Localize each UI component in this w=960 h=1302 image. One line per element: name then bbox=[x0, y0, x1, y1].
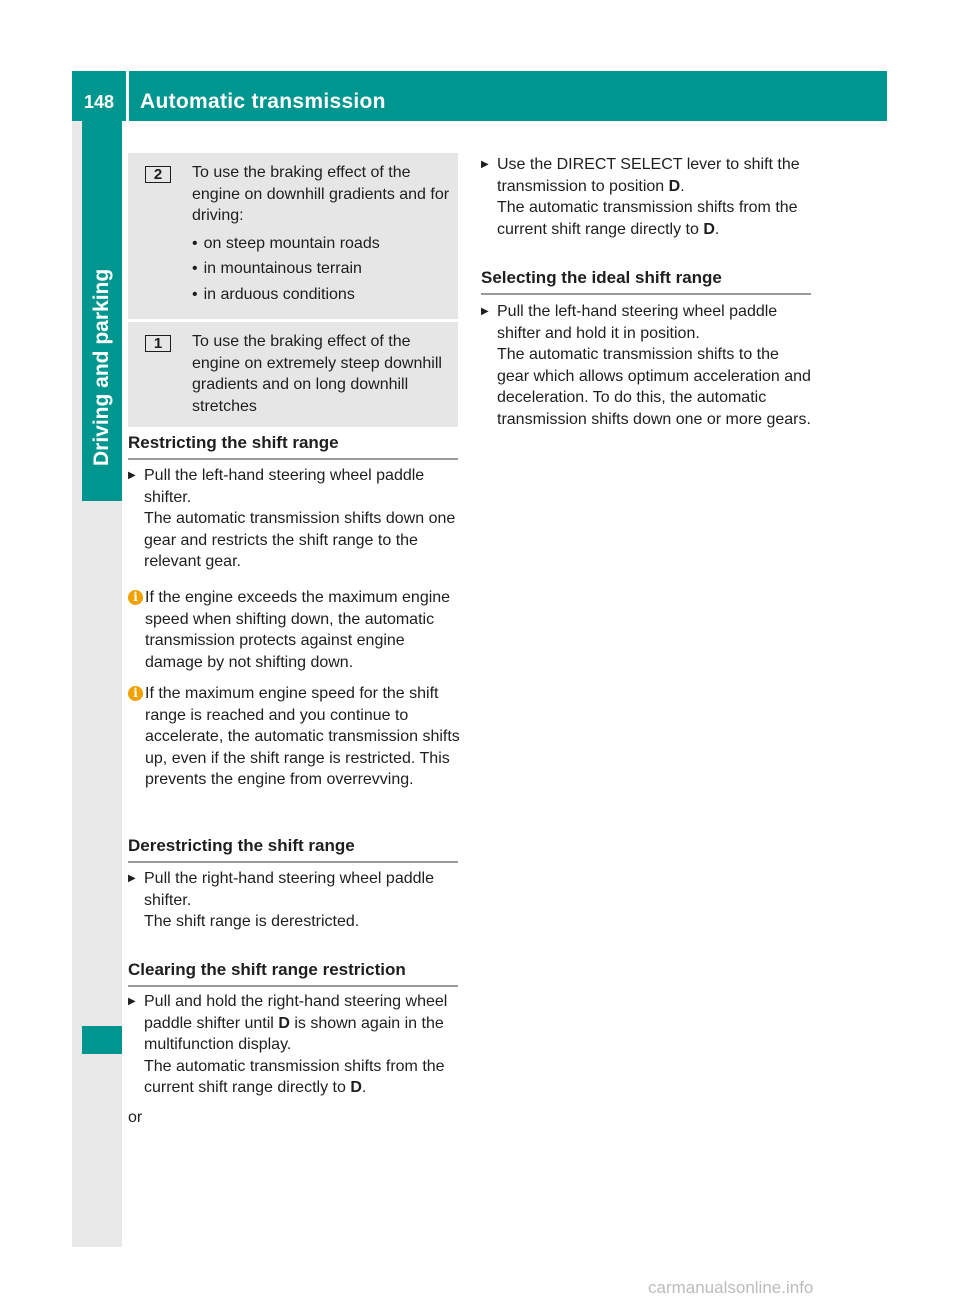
gear-cell bbox=[128, 322, 185, 427]
info-icon: i bbox=[128, 686, 143, 701]
step-text: Pull and hold the right-hand steering wheel paddle shifter until D is shown again in the multifunction display. bbox=[144, 993, 448, 1053]
or-text: or bbox=[128, 1109, 143, 1126]
step-result: The automatic transmission shifts from the current shift range directly to D. bbox=[144, 1057, 445, 1096]
gear-table bbox=[128, 153, 458, 427]
step-restricting bbox=[128, 465, 460, 573]
gear-badge-2: 2 bbox=[145, 166, 171, 183]
gear-description bbox=[185, 322, 458, 427]
gear-cell bbox=[128, 153, 185, 319]
list-item bbox=[192, 258, 452, 280]
step-derestricting bbox=[128, 868, 460, 933]
step-result: The automatic transmission shifts down one gear and restricts the shift range to the relevant gear. bbox=[144, 510, 456, 570]
chapter-sidebar bbox=[72, 121, 122, 1247]
gear-row-1 bbox=[128, 322, 458, 427]
step-result: The automatic transmission shifts from the current shift range directly to D. bbox=[497, 199, 798, 238]
step-arrow-icon: ▶ bbox=[481, 159, 489, 170]
step-text: Use the DIRECT SELECT lever to shift the transmission to position D. bbox=[497, 156, 800, 195]
step-text: Pull the left-hand steering wheel paddle shifter and hold it in position. bbox=[497, 303, 778, 342]
header-divider bbox=[126, 71, 129, 121]
watermark: carmanualsonline.info bbox=[648, 1278, 814, 1297]
note-restricting-2 bbox=[128, 683, 460, 791]
list-item bbox=[192, 284, 452, 306]
note-restricting-1 bbox=[128, 587, 460, 673]
step-text: Pull the left-hand steering wheel paddle shifter. bbox=[144, 467, 425, 506]
bullet-dot-icon: • bbox=[192, 234, 198, 252]
bullet-text: in arduous conditions bbox=[203, 285, 355, 303]
chapter-marker bbox=[82, 1026, 122, 1054]
step-arrow-icon: ▶ bbox=[128, 470, 136, 481]
step-clearing bbox=[128, 991, 460, 1099]
gear-description-text: To use the braking effect of the engine on downhill gradients and for driving: bbox=[192, 164, 450, 224]
heading-derestricting: Derestricting the shift range bbox=[128, 836, 458, 863]
gear-bullet-list bbox=[192, 233, 452, 306]
step-text: Pull the right-hand steering wheel paddle shifter. bbox=[144, 870, 434, 909]
note-text: If the engine exceeds the maximum engine speed when shifting down, the automatic transmission protects against engine damage by not shifting down. bbox=[145, 589, 451, 671]
bullet-text: on steep mountain roads bbox=[203, 234, 380, 252]
page-title: Automatic transmission bbox=[140, 90, 386, 113]
chapter-label: Driving and parking bbox=[90, 268, 113, 466]
bullet-dot-icon: • bbox=[192, 285, 198, 303]
info-icon: i bbox=[128, 590, 143, 605]
gear-badge-1: 1 bbox=[145, 335, 171, 352]
step-arrow-icon: ▶ bbox=[481, 306, 489, 317]
step-arrow-icon: ▶ bbox=[128, 873, 136, 884]
gear-description-text: To use the braking effect of the engine on extremely steep downhill gradients and on long downhill stretches bbox=[192, 333, 442, 415]
heading-restricting: Restricting the shift range bbox=[128, 433, 458, 460]
list-item bbox=[192, 233, 452, 255]
step-result: The shift range is derestricted. bbox=[144, 913, 360, 930]
gear-row-2 bbox=[128, 153, 458, 319]
page-number: 148 bbox=[84, 92, 115, 112]
step-direct-select bbox=[481, 154, 813, 240]
gear-description bbox=[185, 153, 458, 319]
step-arrow-icon: ▶ bbox=[128, 996, 136, 1007]
note-text: If the maximum engine speed for the shift range is reached and you continue to accelerate, the automatic transmission shifts up, even if the shift range is restricted. This prevents the engine from overrevving. bbox=[145, 685, 460, 788]
step-ideal bbox=[481, 301, 813, 430]
bullet-text: in mountainous terrain bbox=[203, 260, 362, 277]
page-header bbox=[72, 71, 887, 121]
heading-clearing: Clearing the shift range restriction bbox=[128, 960, 458, 987]
step-result: The automatic transmission shifts to the gear which allows optimum acceleration and deceleration. To do this, the automatic transmission shifts down one or more gears. bbox=[497, 346, 811, 428]
heading-ideal: Selecting the ideal shift range bbox=[481, 268, 811, 295]
bullet-dot-icon: • bbox=[192, 260, 198, 277]
